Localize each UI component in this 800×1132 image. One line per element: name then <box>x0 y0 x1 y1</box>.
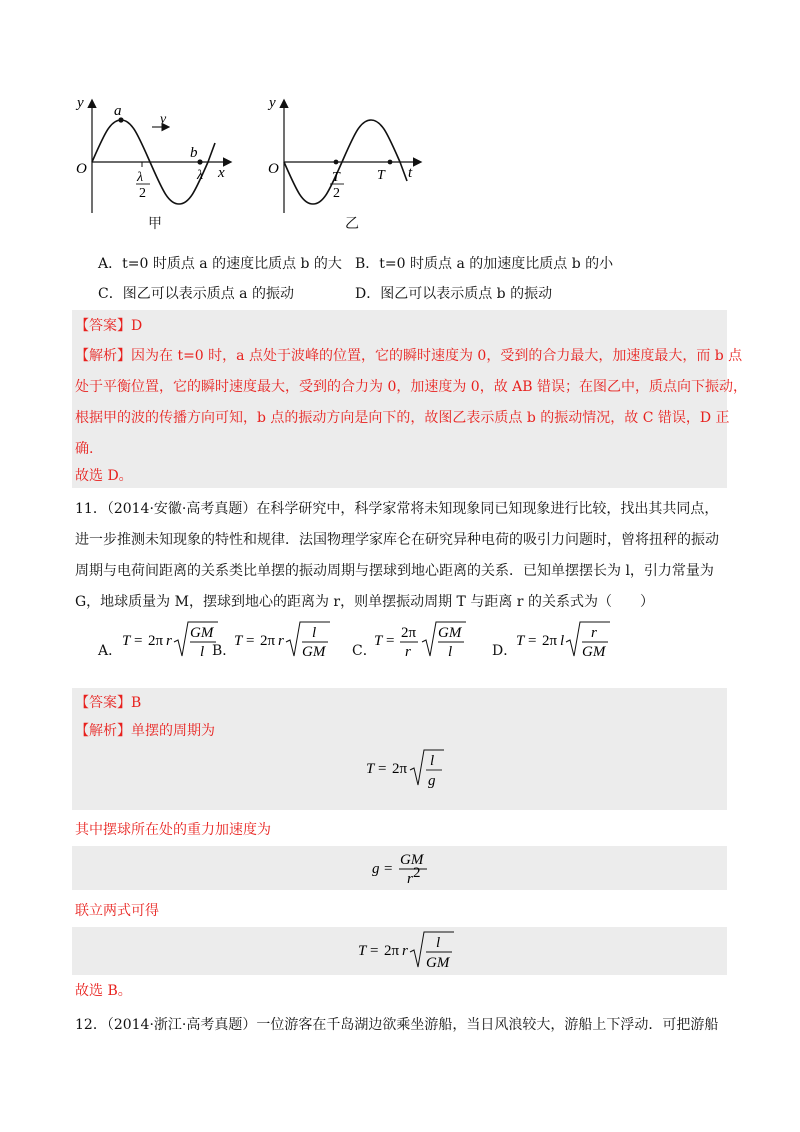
svg-text:l: l <box>448 644 453 660</box>
q10-option-b: B．t=0 时质点 a 的加速度比质点 b 的小 <box>355 256 614 272</box>
svg-text:GM: GM <box>426 955 450 971</box>
svg-text:=: = <box>378 761 387 777</box>
svg-text:l: l <box>312 625 317 641</box>
formula-result <box>356 927 456 975</box>
svg-text:GM: GM <box>582 644 606 660</box>
y-axis-label: y <box>77 95 84 111</box>
svg-text:T: T <box>234 633 243 649</box>
q11-option-c-label: C． <box>352 643 377 659</box>
lambda-label: λ <box>197 168 204 183</box>
q11-option-b-label: B． <box>212 643 237 659</box>
svg-text:T: T <box>516 633 525 649</box>
svg-text:2π: 2π <box>384 943 400 959</box>
origin-label: O <box>76 161 87 177</box>
x-axis-label: x <box>218 165 225 181</box>
formula-gravity <box>370 846 440 890</box>
svg-text:l: l <box>436 935 441 951</box>
formula-option-c <box>372 618 482 664</box>
q11-stem: 11．（2014·安徽·高考真题）在科学研究中，科学家常将未知现象同已知现象进行比较，找出其共同点， 进一步推测未知现象的特性和规律．法国物理学家库仑在研究异种电荷的吸引力问题时，曾将扭秤的振动 周期与电荷间距离的关系类比单摆的振动周期与摆球到地心距离的关系．已知单摆摆长为 l，引力常量为 G，地球质量为 M，摆球到地心的距离为 r，则单摆振动周期 T 与距离 r 的关系式为（ ） <box>75 501 719 610</box>
svg-text:2: 2 <box>333 186 340 201</box>
q10-option-a: A．t=0 时质点 a 的速度比质点 b 的大 <box>98 256 342 272</box>
svg-text:T: T <box>358 943 367 959</box>
point-b-label: b <box>190 145 198 161</box>
svg-text:r: r <box>591 625 597 641</box>
point-a-label: a <box>114 103 122 119</box>
point-b <box>197 159 202 164</box>
q11-analysis: 【解析】单摆的周期为 <box>75 723 215 739</box>
q11-option-d-label: D． <box>492 643 518 659</box>
formula-option-b <box>232 618 342 664</box>
svg-text:=: = <box>384 861 393 877</box>
q10-option-d: D．图乙可以表示质点 b 的振动 <box>355 286 553 302</box>
svg-text:g: g <box>372 861 380 877</box>
half-lambda-den: 2 <box>139 186 146 201</box>
caption-yi: 乙 <box>345 216 359 232</box>
svg-text:l: l <box>560 633 565 649</box>
svg-text:T: T <box>366 761 375 777</box>
svg-text:2π: 2π <box>148 633 164 649</box>
q12-stem: 12．（2014·浙江·高考真题）一位游客在千岛湖边欲乘坐游船，当日风浪较大，游船上下浮动．可把游船 <box>75 1017 719 1033</box>
svg-text:=: = <box>246 633 255 649</box>
svg-text:=: = <box>528 633 537 649</box>
svg-text:2: 2 <box>413 865 421 881</box>
q10-answer: 【答案】D <box>75 318 143 334</box>
svg-text:T: T <box>377 168 385 183</box>
svg-text:GM: GM <box>400 852 424 868</box>
q11-conclusion: 故选 B。 <box>75 983 132 999</box>
svg-text:=: = <box>370 943 379 959</box>
svg-text:y: y <box>269 95 276 111</box>
svg-text:2π: 2π <box>260 633 276 649</box>
svg-text:2π: 2π <box>542 633 558 649</box>
svg-text:=: = <box>134 633 143 649</box>
svg-text:r: r <box>402 943 408 959</box>
svg-text:l: l <box>430 753 435 769</box>
q10-conclusion: 故选 D。 <box>75 468 133 484</box>
svg-text:2π: 2π <box>401 625 417 641</box>
velocity-label: v <box>160 112 167 127</box>
q10-analysis: 【解析】因为在 t=0 时，a 点处于波峰的位置，它的瞬时速度为 0，受到的合力最大，加速度最大，而 b 点 处于平衡位置，它的瞬时速度最大，受到的合力为 0，加速度为 0，故 AB 错误；在图乙中，质点向下振动， 根据甲的波的传播方向可知，b 点的振动方向是向下的，故图乙表示质点 b 的振动情况，故 C 错误，D 正 确. <box>75 348 748 457</box>
svg-text:GM: GM <box>438 625 462 641</box>
svg-text:=: = <box>386 633 395 649</box>
svg-text:T: T <box>374 633 383 649</box>
svg-text:r: r <box>278 633 284 649</box>
combine-intro: 联立两式可得 <box>75 903 159 919</box>
formula-option-d <box>514 618 624 664</box>
svg-text:T: T <box>122 633 131 649</box>
svg-text:l: l <box>200 644 205 660</box>
svg-text:t: t <box>408 165 413 181</box>
q11-answer: 【答案】B <box>75 695 142 711</box>
svg-text:g: g <box>428 773 436 789</box>
q10-option-c: C．图乙可以表示质点 a 的振动 <box>98 286 294 302</box>
svg-text:2π: 2π <box>392 761 408 777</box>
svg-text:GM: GM <box>302 644 326 660</box>
caption-jia: 甲 <box>148 216 162 232</box>
svg-text:r: r <box>405 644 411 660</box>
svg-text:O: O <box>268 161 279 177</box>
half-lambda-num: λ <box>137 170 144 185</box>
formula-period <box>364 745 454 793</box>
gravity-intro: 其中摆球所在处的重力加速度为 <box>75 822 271 838</box>
svg-text:GM: GM <box>190 625 214 641</box>
q11-option-a-label: A． <box>98 643 123 659</box>
svg-text:r: r <box>407 871 413 887</box>
svg-text:T: T <box>332 170 340 185</box>
svg-text:r: r <box>166 633 172 649</box>
